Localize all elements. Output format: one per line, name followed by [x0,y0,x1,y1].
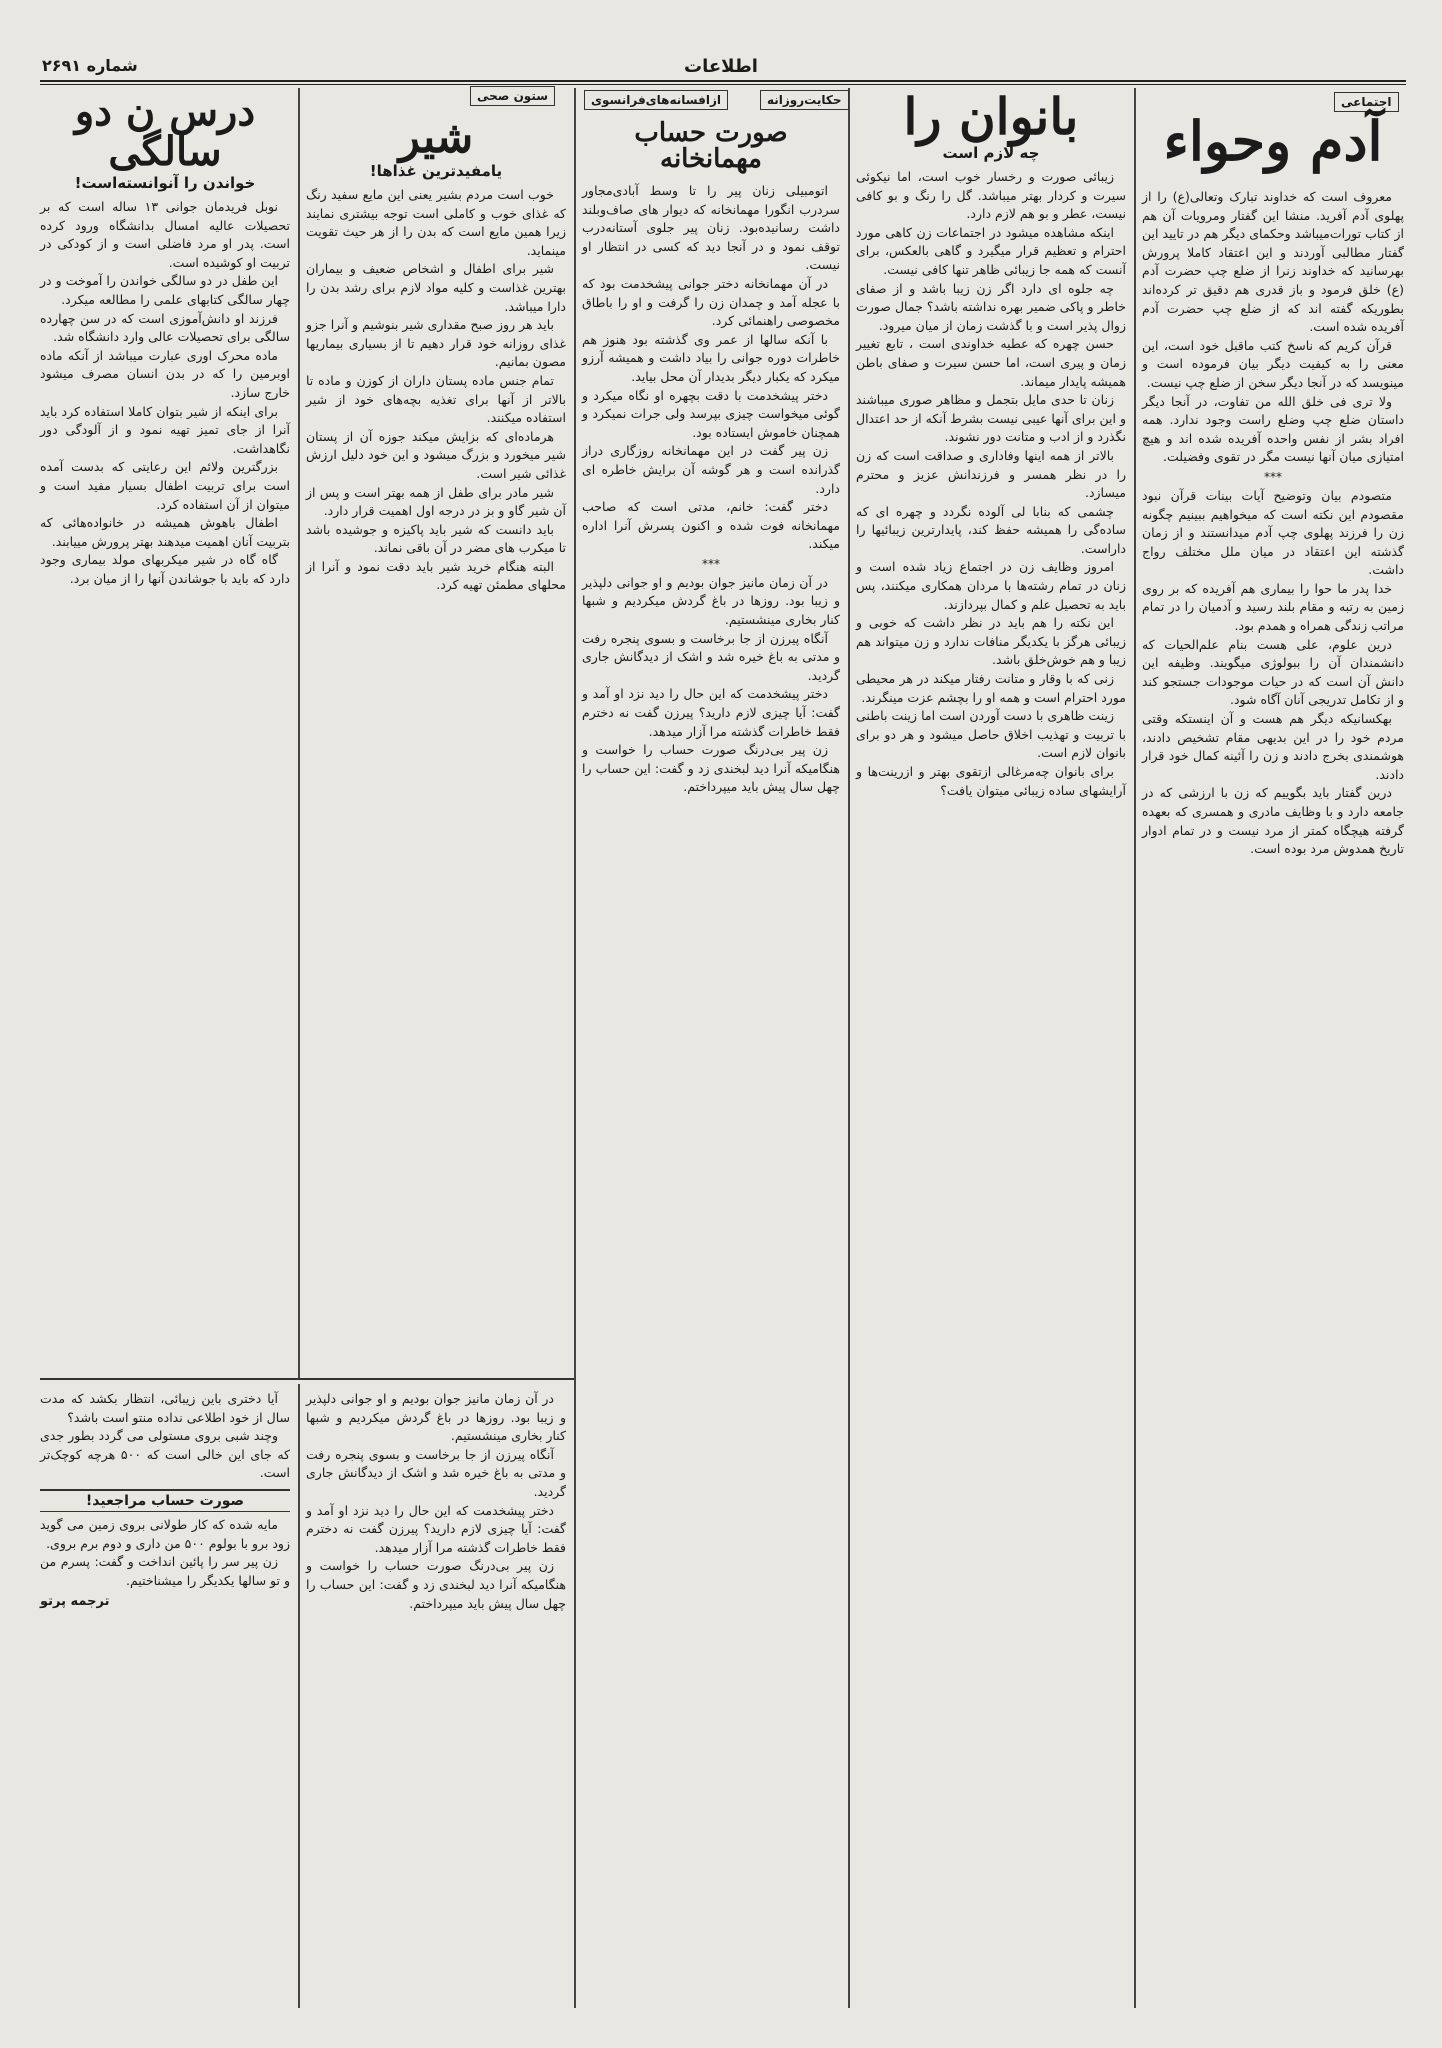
paragraph: دختر پیشخدمت که این حال را دید نزد او آمد و گفت: آیا چیزی لازم دارید؟ پیرزن گفت نه دخترم فقط خاطرات گذشته مرا آزار میدهد. [306,1502,566,1555]
paragraph: البته هنگام خرید شیر باید دقت نمود و آنرا از محلهای مطمئن تهیه کرد. [306,558,566,593]
paragraph: دختر گفت: خانم، مدتی است که صاحب مهمانخانه فوت شده و اکنون پسرش آنرا اداره میکند. [582,499,840,552]
header-rule [40,80,1406,82]
paragraph: زینت ظاهری با دست آوردن است اما زینت باطنی با تربیت و تهذیب اخلاق حاصل میشود و هر دو برای بانوان لازم است. [856,708,1126,761]
paragraph: برای بانوان چه‌مرغالی ازتقوی بهتر و ازرینت‌ها و آرایشهای ساده زیبائی میتوان یافت؟ [856,764,1126,798]
paragraph: باید دانست که شیر باید پاکیزه و جوشیده باشد تا میکرب های مضر در آن باقی نماند. [306,521,566,556]
paragraph: زن پیر گفت در این مهمانخانه روزگاری دراز گذرانده است و هر گوشه آن برایش خاطره ای دارد. [582,443,840,496]
section-kicker-daily: حکایت‌روزانه [760,90,849,110]
translator-signature: ترجمه پرتو [40,1594,110,1610]
separator: *** [702,556,720,571]
paragraph: گاه گاه در شیر میکربهای مولد بیماری وجود دارد که باید با جوشاندن آنها را از میان برد. [40,552,290,586]
paragraph: معروف است که خداوند تبارک وتعالی(ع) را از پهلوی آدم آفرید. منشا این گفتار ومرویات آن هم از کتاب تورات‌میباشد وحکمای دیگر هم در تایید این گفتار مطالبی آوردند و این اعتقاد کاملا پرورش بهرسانید که خداوند زنرا از ضلع چپ حضرت آدم (ع) خلق فرمود و باز قدری هم دقیق تر کرده‌اند بطوریکه گفته اند که از ضلع چپ حضرت آدم آفریده شده است. [1142,189,1404,335]
paragraph: خدا پدر ما حوا را بیماری هم آفریده که بر روی زمین به رتبه و مقام بلند رسید و آدمیان را در تمام مراتب زندگی همراه و همدم بود. [1142,580,1404,634]
paragraph: زیبائی صورت و رخسار خوب است، اما نیکوئی سیرت و کردار بهتر میباشد. گل را رنگ و بو کافی نیست، عطر و بو هم لازم دارد. [856,169,1126,222]
paragraph: مایه شده که کار طولانی بروی زمین می گوید زود برو با بولوم ۵۰۰ من داری و دوم برم بروی. [40,1516,290,1551]
paragraph: در آن زمان مانیز جوان بودیم و او جوانی دلپذیر و زیبا بود. روزها در باغ گردش میکردیم و شبها کنار بخاری مینشستیم. [306,1391,566,1444]
article-title: صورت حساب مهمانخانه [634,118,788,174]
masthead: اطلاعات [684,56,758,77]
paragraph: آنگاه پیرزن از جا برخاست و بسوی پنجره رفت و مدتی به باغ خیره شد و اشک از دیدگانش جاری گردید. [582,630,840,683]
paragraph: ولا تری فی خلق الله من تفاوت، در آنجا دیگر داستان ضلع چپ وضلع راست وجود ندارد. همه افراد بشر از نفس واحده آفریده شده اند و هیچ امتیازی میان آنها نیست مگر در تقوی وفضیلت. [1142,393,1404,465]
paragraph: درین علوم، علی هست بنام علم‌الحیات که دانشمندان آن را ببولوژی میگویند. وظیفه این دانش آن است که در حیات موجودات جستجو کند و از تکامل تدریجی آنان آگاه شود. [1142,636,1404,708]
paragraph: قرآن کریم که ناسخ کتب ماقبل خود است، این معنی را به کیفیت دیگر بیان فرموده است و مینویسد که در آنجا دیگر سخن از ضلع چپ نیست. [1142,337,1404,390]
column-rule-4 [298,88,300,1378]
header-rule-thin [40,84,1406,85]
paragraph: اتومبیلی زنان پیر را تا وسط آبادی‌مجاور سردرب انگورا مهمانخانه که دیوار های صاف‌وبلند داشت رسانیده‌بود. زنان پیر جلوی آستانه‌درب توقف نمود و در آنجا دید که کسی در انتظار او نیست. [582,183,840,273]
paragraph: آنگاه پیرزن از جا برخاست و بسوی پنجره رفت و مدتی به باغ خیره شد و اشک از دیدگانش جاری گردید. [306,1446,566,1499]
paragraph: فرزند او دانش‌آموزی است که در سن چهارده سالگی برای تحصیلات عالی وارد دانشگاه شد. [40,310,290,345]
article-two-years-old [40,86,290,588]
column-rule-1 [1134,88,1136,2008]
paragraph: این طفل در دو سالگی خواندن را آموخت و در چهار سالگی کتابهای علمی را مطالعه میکرد. [40,273,290,307]
article-title: آدم وحواء [1163,109,1383,173]
paragraph: تمام جنس ماده پستان داران از کوزن و ماده تا بالاتر از آنها برای تغذیه بچه‌های خود از شیر استفاده میکنند. [306,372,566,426]
issue-number: شماره ۲۶۹۱ [42,56,138,75]
paragraph: دختر پیشخدمت که این حال را دید نزد او آمد و گفت: آیا چیزی لازم دارید؟ پیرزن گفت نه دخترم فقط خاطرات گذشته مرا آزار میدهد. [582,686,840,739]
paragraph: زنی که با وقار و متانت رفتار میکند در هر محیطی مورد احترام است و همه او را بچشم عزت مینگرند. [856,671,1126,705]
column-rule-3 [574,88,576,2008]
section-rule [40,1378,574,1380]
article-title: درس ن دو سالگی [74,88,256,175]
paragraph: امروز وظایف زن در اجتماع زیاد شده است و زنان در تمام رشته‌ها با مردان همکاری میکنند، پس باید به تحصیل علم و کمال بپردازند. [856,559,1126,612]
article-adam-hava [1142,86,1404,859]
paragraph: اطفال باهوش همیشه در خانواده‌هائی که بتربیت آنان اهمیت میدهند بهتر پرورش مییابند. [40,515,290,549]
paragraph: خوب است مردم بشیر یعنی این مایع سفید رنگ که غذای خوب و کاملی است توجه بیشتری نمایند زیرا همین مایع است که بدن را از هر حیث تقویت مینماید. [306,187,566,258]
paragraph: اینکه مشاهده میشود در اجتماعات زن کاهی مورد احترام و تعظیم قرار میگیرد و گاهی بالعکس، برای آنست که همه جا زیبائی ظاهر تنها کافی نیست. [856,224,1126,277]
paragraph: در آن زمان مانیز جوان بودیم و او جوانی دلپذیر و زیبا بود. روزها در باغ گردش میکردیم و شبها کنار بخاری مینشستیم. [582,574,840,628]
paragraph: آیا دختری باین زیبائی، انتظار بکشد که مدت سال از خود اطلاعی نداده منتو است باشد؟ [40,1391,290,1425]
paragraph: زن پیر بی‌درنگ صورت حساب را خواست و هنگامیکه آنرا دید لبخندی زد و گفت: این حساب را چهل سال پیش باید میپرداختم. [306,1558,566,1611]
paragraph: برای اینکه از شیر بتوان کاملا استفاده کرد باید آنرا از جای تمیز تهیه نمود و از آلودگی دور نگاهداشت. [40,403,290,456]
paragraph: شیر مادر برای طفل از همه بهتر است و پس از آن شیر گاو و بز در درجه اول اهمیت قرار دارد. [306,484,566,519]
paragraph: هرماده‌ای که بزایش میکند جوزه آن از پستان شیر میخورد و بزرگ میشود و این خود دلیل ارزش غذائی شیر است. [306,428,566,481]
paragraph: این نکته را هم باید در نظر داشت که خوبی و زیبائی هرگز با یکدیگر منافات ندارد و زن میتواند هم زیبا و هم خوش‌خلق باشد. [856,615,1126,668]
separator: *** [1264,469,1282,484]
paragraph: وچند شبی بروی مستولی می گردد بطور جدی که جای این خالی است که ۵۰۰ هرچه کوچک‌تر است. [40,1428,290,1481]
paragraph: حسن چهره که عطیه خداوندی است ، تابع تغییر زمان و پیری است، اما حسن سیرت و صفای باطن همیشه پایدار میماند. [856,336,1126,389]
paragraph: متصودم بیان وتوضیح آیات بینات قرآن نبود مقصودم این نکته است که میخواهیم ببینیم چگونه زن را فرزند پهلوی چپ آدم میدانستند و از زمان گذشته این اعتقاد در میان ملل مختلف رواج داشت. [1142,487,1404,578]
paragraph: شیر برای اطفال و اشخاص ضعیف و بیماران بهترین غذاست و کلیه مواد لازم برای رشد بدن را دارا میباشد. [306,261,566,314]
paragraph: بزرگترین ولائم این رعایتی که بدست آمده است برای تربیت اطفال بسیار مفید است و میتوان از آن استفاده کرد. [40,459,290,512]
paragraph: در آن مهمانخانه دختر جوانی پیشخدمت بود که با عجله آمد و چمدان زن را گرفت و او را باطاق مخصوصی راهنمائی کرد. [582,275,840,329]
paragraph: زنان تا حدی مایل بتجمل و مظاهر صوری میباشند و این برای آنها عیبی نیست بشرط آنکه از حد اعتدال نگذرد و از ادب و متانت دور نشوند. [856,392,1126,445]
column-rule-5 [298,1384,300,2008]
article-milk-continuation [306,1390,566,1613]
section-kicker: اجتماعی [1334,92,1399,112]
article-hotel-bill [582,118,840,797]
article-milk [306,112,566,595]
column-rule-2 [848,88,850,2008]
continuation-title: صورت حساب مراجعید! [40,1489,290,1512]
paragraph: ماده محرک اوری عبارت میباشد از آنکه ماده اوبرمین را که در بدن انسان مصرف میشود خارج سازد. [40,347,290,400]
paragraph: نوبل فریدمان جوانی ۱۳ ساله است که بر تحصیلات عالیه امسال بدانشگاه ورود کرده است. پدر او مرد فاضلی است و از کودکی در تربیت او کوشیده است. [40,199,290,270]
paragraph: دختر پیشخدمت با دقت بچهره او نگاه میکرد و گوئی میخواست چیزی بپرسد ولی جرات نمیکرد و همچنان خاموش ایستاده بود. [582,387,840,440]
article-continuation [40,1390,290,1609]
article-banovan [856,86,1126,800]
paragraph: زن پیر سر را پائین انداخت و گفت: پسرم من و تو سالها یکدیگر را میشناختیم. [40,1554,290,1588]
paragraph: درین گفتار باید بگوییم که زن با ارزشی که در جامعه دارد و با وظایف مادری و همسری که بعهده گرفته هیچگاه کمتر از مرد نیست و در تمام ادوار تاریخ همدوش مرد بوده است. [1142,785,1404,857]
article-subtitle: یامفیدترین غذاها! [369,162,503,180]
section-kicker-health: ستون صحی [470,86,555,106]
article-subtitle: خواندن را آنوانسته‌است! [74,174,256,192]
paragraph: زن پیر بی‌درنگ صورت حساب را خواست و هنگامیکه آنرا دید لبخندی زد و گفت: این حساب را چهل سال پیش باید میپرداختم. [582,742,840,795]
paragraph: چه جلوه ای دارد اگر زن زیبا باشد و از صفای خاطر و پاکی ضمیر بهره نداشته باشد؟ جمال صورت زوال پذیر است و با گذشت زمان از میان میرود. [856,280,1126,333]
paragraph: بالاتر از همه اینها وفاداری و صداقت است که زن را در نظر همسر و فرزندانش عزیز و محترم میسازد. [856,447,1126,501]
article-title: شیر [398,112,474,163]
paragraph: با آنکه سالها از عمر وی گذشته بود هنوز هم خاطرات دوره جوانی را بیاد داشت و همیشه آرزو میکرد که یکبار دیگر بدیدار آن محل بیاید. [582,331,840,384]
paragraph: بهکسانیکه دیگر هم هست و آن اینستکه وقتی مردم خود را در این بدیهی مقام تشخیص دادند، هوشمندی بخرج دادند و زن را آئینه کمال خود قرار دادند. [1142,711,1404,782]
paragraph: چشمی که بنابا لی آلوده نگردد و چهره ای که ساده‌گی را همیشه حفظ کند، پایدارترین زیبائیها را داراست. [856,503,1126,556]
section-kicker-french: ازافسانه‌های‌فرانسوی [584,90,728,110]
article-subtitle: چه لازم است [942,144,1040,162]
article-title: بانوان را [903,87,1079,146]
paragraph: باید هر روز صبح مقداری شیر بنوشیم و آنرا جزو غذای روزانه خود قرار دهیم تا از بسیاری بیماریها مصون بمانیم. [306,317,566,370]
